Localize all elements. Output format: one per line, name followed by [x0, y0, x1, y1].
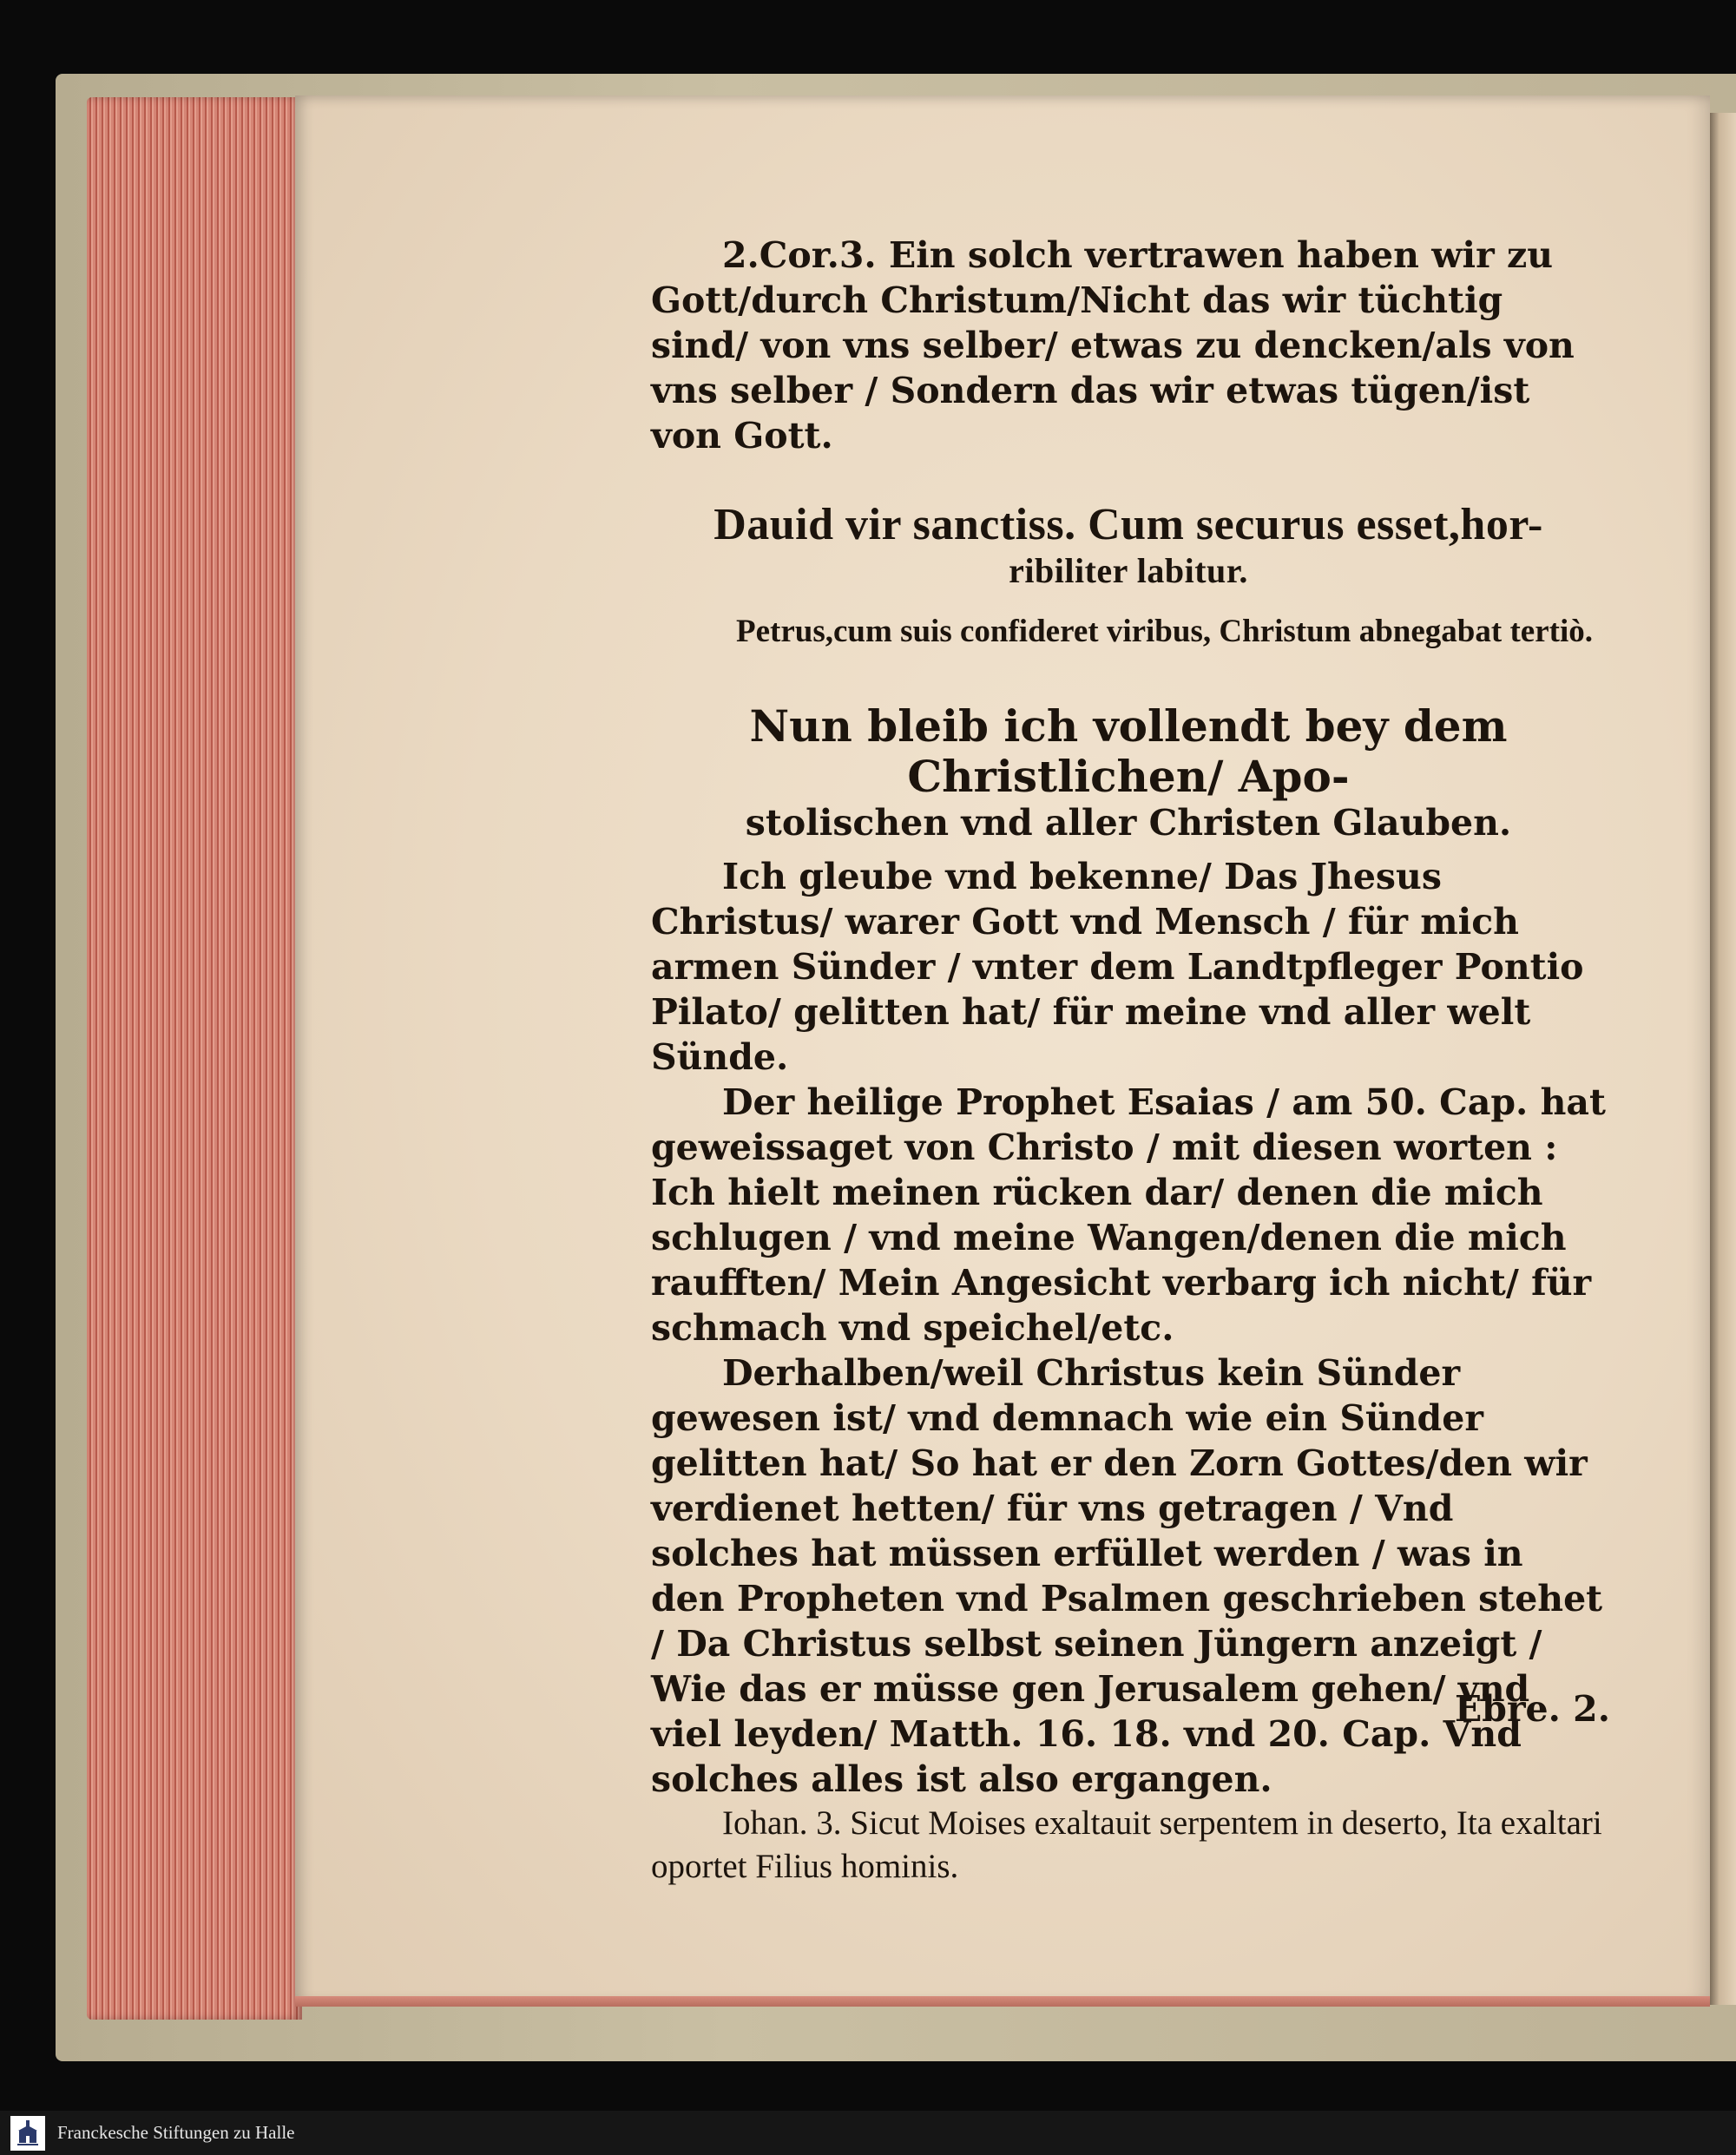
viewer-footer — [0, 2111, 1736, 2155]
facing-page-edge — [1708, 113, 1736, 2005]
petrus-line: Petrus,cum suis confideret viribus, Christum abnegabat tertiò. — [736, 614, 1593, 649]
franckesche-stiftungen-logo-icon — [10, 2116, 45, 2151]
latin-heading-sub: ribiliter labitur. — [1009, 551, 1248, 590]
page-text — [651, 233, 1606, 1889]
page-bottom-edge — [295, 1996, 1710, 2007]
section-heading-main: Nun bleib ich vollendt bey dem Christlichen/ Apo- — [749, 700, 1508, 802]
catchword: Ebre. 2. — [1455, 1688, 1610, 1730]
section-heading-sub: stolischen vnd aller Christen Glauben. — [745, 802, 1512, 844]
iohan-line: Iohan. 3. Sicut Moises exaltauit serpentem in deserto, Ita exaltari oportet Filius hominis. — [651, 1804, 1602, 1885]
paragraph-esaias: Der heilige Prophet Esaias / am 50. Cap. hat geweissaget von Christo / mit diesen worten : Ich hielt meinen rücken dar/ denen die mich schlugen / vnd meine Wangen/denen die mich raufften/ Mein Angesicht verbarg ich nicht/ für schmach vnd speichel/etc. — [651, 1081, 1606, 1349]
paragraph-confession: Ich gleube vnd bekenne/ Das Jhesus Christus/ warer Gott vnd Mensch / für mich armen Sünder / vnter dem Landtpfleger Pontio Pilato/ gelitten hat/ für meine vnd aller welt Sünde. — [651, 856, 1584, 1078]
institution-name: Franckesche Stiftungen zu Halle — [57, 2122, 295, 2143]
cor-passage: 2.Cor.3. Ein solch vertrawen haben wir zu Gott/durch Christum/Nicht das wir tüchtig sind/ von vns selber/ etwas zu dencken/als von vns selber / Sondern das wir etwas tügen/ist von Gott. — [651, 234, 1575, 457]
latin-heading-main: Dauid vir sanctiss. Cum securus esset,hor- — [713, 500, 1543, 549]
latin-heading — [651, 500, 1606, 592]
paragraph-derhalben: Derhalben/weil Christus kein Sünder gewesen ist/ vnd demnach wie ein Sünder gelitten hat/ So hat er den Zorn Gottes/den wir verdienet hetten/ für vns getragen / Vnd solches hat müssen erfüllet werden / was in den Propheten vnd Psalmen geschrieben stehet / Da Christus selbst seinen Jüngern anzeigt / Wie das er müsse gen Jerusalem gehen/ vnd viel leyden/ Matth. 16. 18. vnd 20. Cap. Vnd solches alles ist also ergangen. — [651, 1352, 1603, 1800]
section-heading — [651, 701, 1606, 844]
red-page-edges — [87, 97, 302, 2020]
